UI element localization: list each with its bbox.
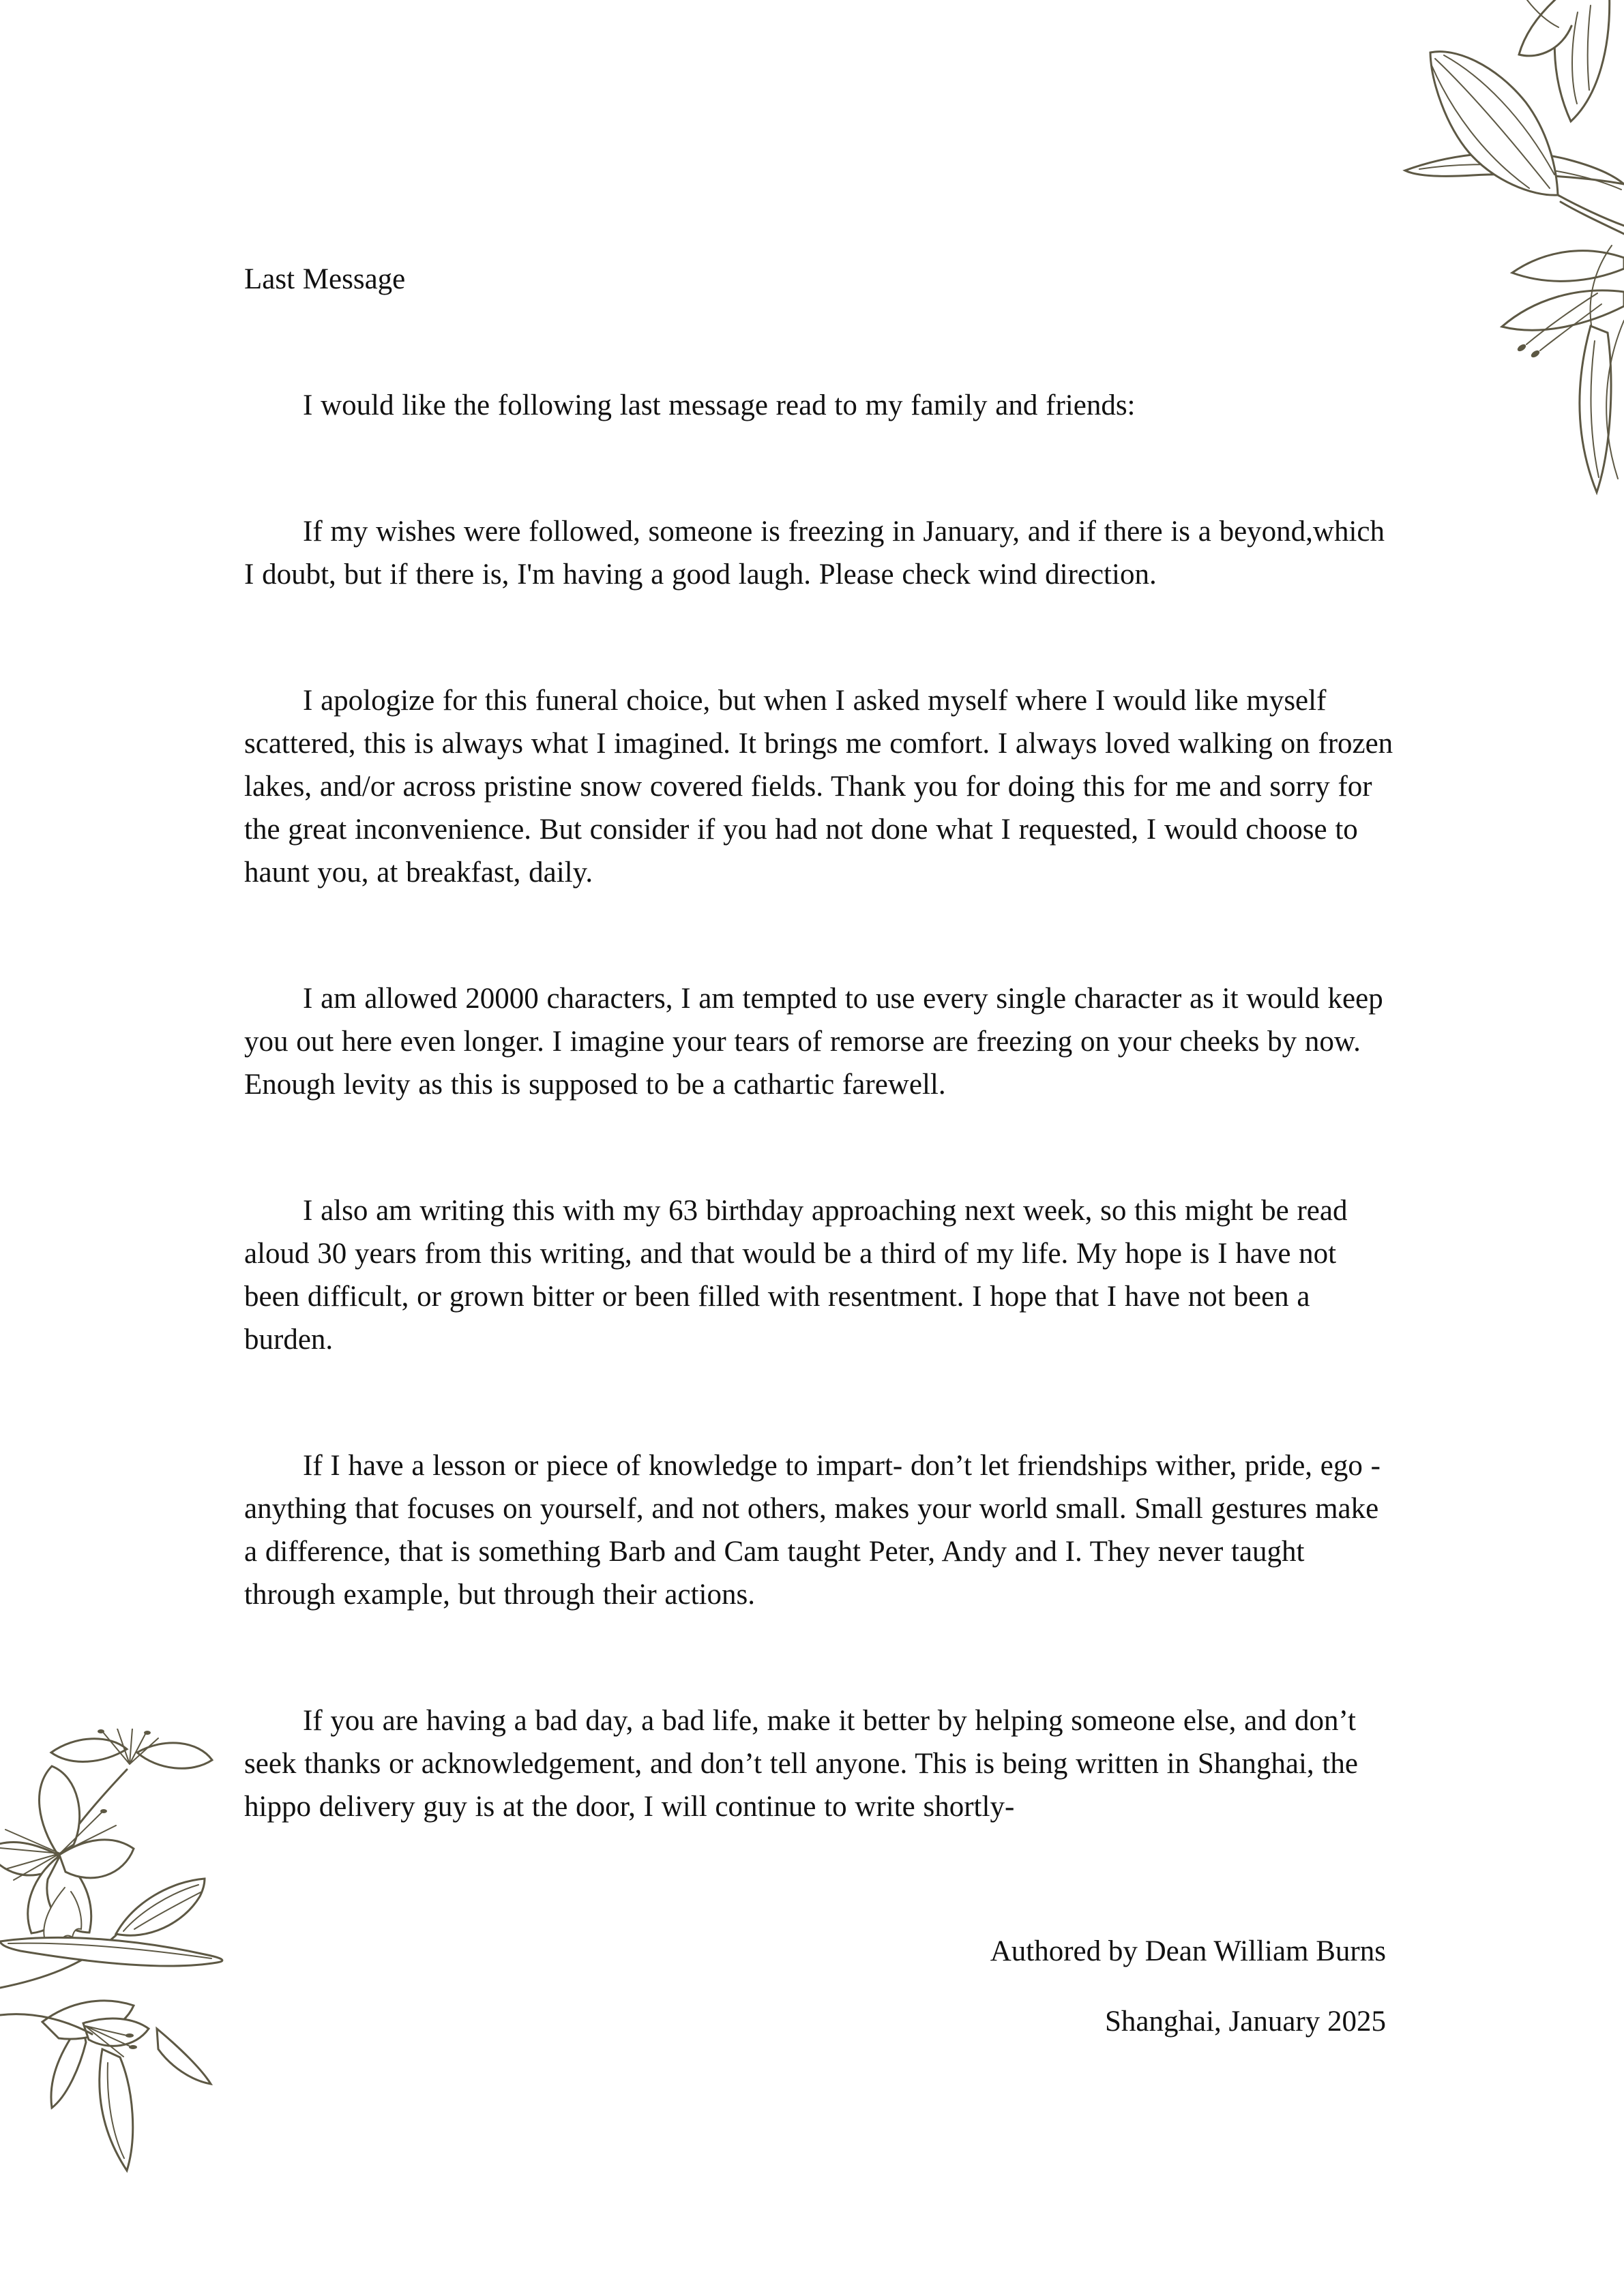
paragraph-lesson: If I have a lesson or piece of knowledge to impart- don’t let friendships wither, pride, ego - anything that focuses on yourself, and not others, makes your world small. Small gestures make a difference, that is something Barb and Cam taught Peter, Andy and I. They never taught through example, but through their actions. [244, 1450, 1381, 1611]
signature-author: Authored by Dean William Burns [990, 1935, 1386, 1967]
paragraph-birthday: I also am writing this with my 63 birthday approaching next week, so this might be read aloud 30 years from this writing, and that would be a third of my life. My hope is I have not been difficult, or grown bitter or been filled with resentment. I hope that I have not been a burden. [244, 1195, 1348, 1356]
paragraph-funeral-choice: I apologize for this funeral choice, but when I asked myself where I would like myself scattered, this is always what I imagined. It brings me comfort. I always loved walking on frozen lakes, and/or across pristine snow covered fields. Thank you for doing this for me and sorry for the great inconvenience. But consider if you had not done what I requested, I would choose to haunt you, at breakfast, daily. [244, 685, 1393, 889]
signature-place-date: Shanghai, January 2025 [1104, 2006, 1386, 2038]
paragraph-intro: I would like the following last message read to my family and friends: [303, 389, 1136, 421]
document-title: Last Message [244, 263, 406, 295]
signature-block [990, 1930, 1386, 2043]
paragraph-wishes: If my wishes were followed, someone is freezing in January, and if there is a beyond,which I doubt, but if there is, I'm having a good laugh. Please check wind direction. [244, 516, 1385, 591]
lily-illustration-top-right [1392, 0, 1624, 518]
flower-illustration-bottom-left [0, 1729, 225, 2199]
letter-body [244, 258, 1397, 1911]
paragraph-characters: I am allowed 20000 characters, I am tempted to use every single character as it would keep you out here even longer. I imagine your tears of remorse are freezing on your cheeks by now. Enough levity as this is supposed to be a cathartic farewell. [244, 983, 1383, 1101]
paragraph-bad-day: If you are having a bad day, a bad life, make it better by helping someone else, and don’t seek thanks or acknowledgement, and don’t tell anyone. This is being written in Shanghai, the hippo delivery guy is at the door, I will continue to write shortly- [244, 1705, 1358, 1823]
